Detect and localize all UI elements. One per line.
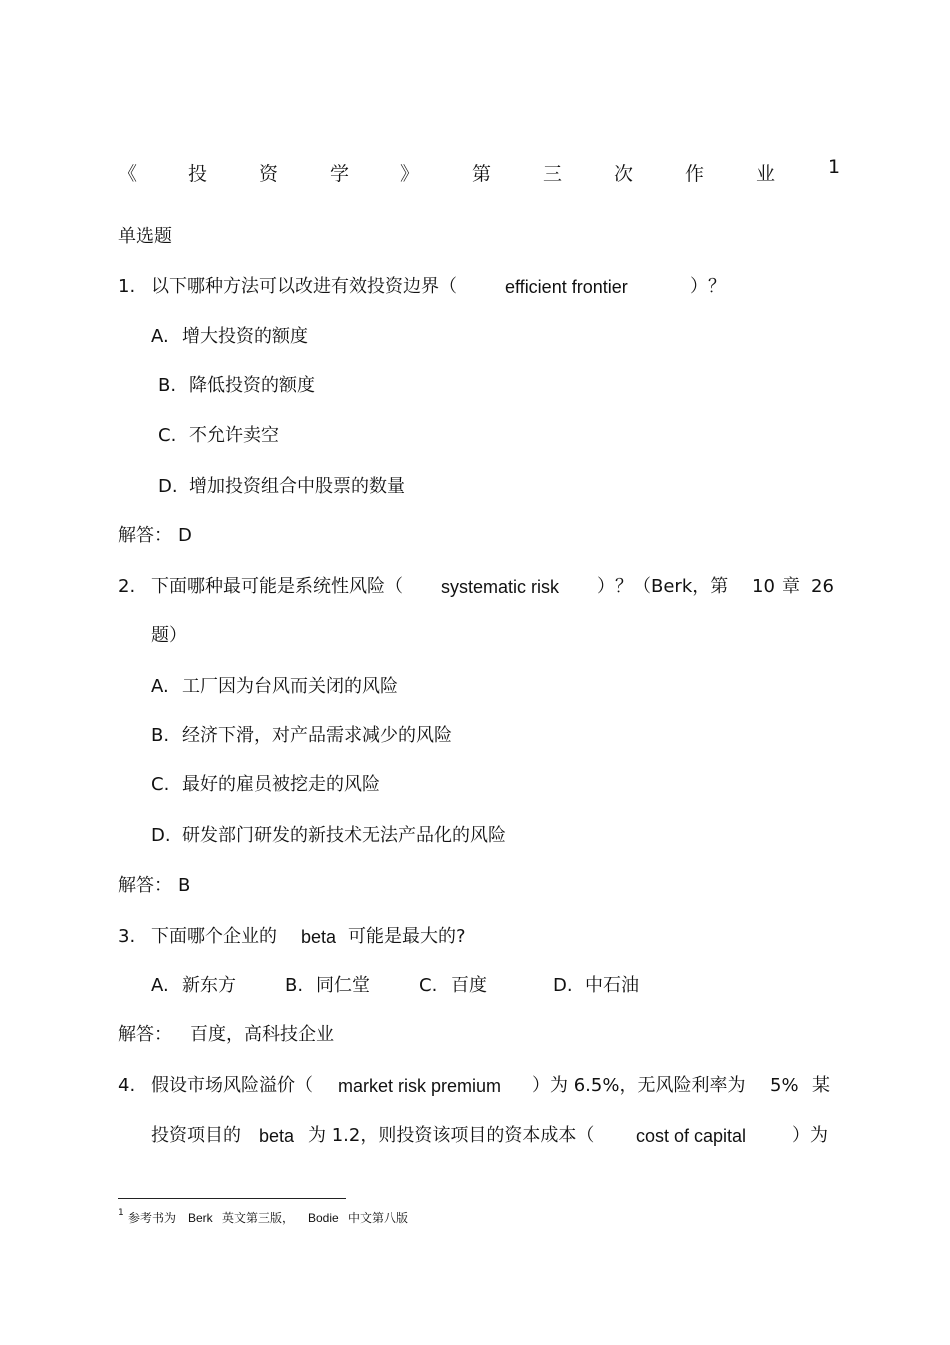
footnote-text: 英文第三版，: [222, 1211, 295, 1225]
question-term: beta: [259, 1126, 295, 1146]
option-label: A.: [151, 326, 169, 347]
question-number: 2.: [118, 576, 136, 597]
question-number: 3.: [118, 926, 136, 947]
title-char: 投: [188, 163, 208, 185]
option-label: A.: [151, 975, 169, 996]
answer-label: 解答：: [118, 875, 172, 896]
question-text: 假设市场风险溢价（: [151, 1075, 313, 1096]
question-text: 投资项目的: [151, 1125, 241, 1146]
title-char: 资: [259, 163, 279, 185]
section-heading: 单选题: [118, 226, 172, 247]
option-text: 最好的雇员被挖走的风险: [182, 774, 380, 795]
option-label: C.: [151, 774, 170, 795]
option-text: 降低投资的额度: [189, 375, 315, 396]
title-char: 作: [685, 163, 705, 185]
answer-text: D: [178, 525, 192, 546]
option-text: 增加投资组合中股票的数量: [189, 476, 405, 497]
question-text: ）为 6.5%，无风险利率为: [532, 1075, 746, 1096]
option-label: B.: [158, 375, 177, 396]
title-char: 次: [614, 163, 634, 185]
question-text: 可能是最大的?: [348, 926, 466, 947]
question-text: 题）: [151, 625, 187, 646]
footnote-book: Berk: [188, 1211, 213, 1225]
option-label: D.: [151, 825, 171, 846]
option-text: 新东方: [182, 975, 236, 996]
question-text: ）为: [792, 1125, 828, 1146]
question-term: efficient frontier: [505, 277, 628, 297]
question-text: 下面哪个企业的: [151, 926, 277, 947]
question-number: 4.: [118, 1075, 136, 1096]
question-text: ）？（Berk，第: [597, 576, 729, 597]
footnote-reference: 1: [828, 156, 841, 178]
title-char: 》: [400, 163, 420, 185]
title-char: 《: [118, 163, 138, 185]
option-text: 增大投资的额度: [182, 326, 308, 347]
footnote-book: Bodie: [308, 1211, 339, 1225]
title-char: 学: [330, 163, 350, 185]
option-label: B.: [151, 725, 170, 746]
option-label: C.: [419, 975, 438, 996]
question-value: 5%: [770, 1075, 799, 1096]
option-label: D.: [553, 975, 573, 996]
question-term: systematic risk: [441, 577, 560, 597]
title-char: 三: [543, 163, 563, 185]
question-text: 以下哪种方法可以改进有效投资边界（: [151, 276, 457, 297]
option-text: 中石油: [585, 975, 639, 996]
footnote-text: 参考书为: [128, 1211, 177, 1225]
question-text: 下面哪种最可能是系统性风险（: [151, 576, 403, 597]
title-char: 第: [472, 163, 492, 185]
question-term: market risk premium: [338, 1076, 502, 1096]
option-label: B.: [285, 975, 304, 996]
answer-text: 百度，高科技企业: [190, 1024, 334, 1045]
question-text: ）？: [690, 276, 726, 297]
question-term: beta: [301, 927, 337, 947]
document-title: [118, 156, 841, 185]
answer-label: 解答：: [118, 1024, 172, 1045]
option-text: 研发部门研发的新技术无法产品化的风险: [182, 825, 506, 846]
question-text: 为 1.2，则投资该项目的资本成本（: [308, 1125, 595, 1146]
option-label: D.: [158, 476, 178, 497]
footnote-divider: [118, 1198, 346, 1199]
question-text: 某: [812, 1075, 830, 1096]
question-text: 章: [782, 576, 800, 597]
question-term: cost of capital: [636, 1126, 747, 1146]
footnote-text: 中文第八版: [348, 1211, 409, 1225]
chapter-number: 10: [752, 576, 775, 597]
problem-number: 26: [811, 576, 834, 597]
question-number: 1.: [118, 276, 136, 297]
option-label: A.: [151, 676, 169, 697]
footnote-mark: 1: [118, 1208, 124, 1218]
answer-label: 解答：: [118, 525, 172, 546]
option-text: 百度: [451, 975, 487, 996]
option-text: 不允许卖空: [189, 425, 279, 446]
option-label: C.: [158, 425, 177, 446]
option-text: 经济下滑，对产品需求减少的风险: [182, 725, 452, 746]
answer-text: B: [178, 875, 191, 896]
option-text: 同仁堂: [316, 975, 370, 996]
option-text: 工厂因为台风而关闭的风险: [182, 676, 398, 697]
title-char: 业: [756, 163, 776, 185]
